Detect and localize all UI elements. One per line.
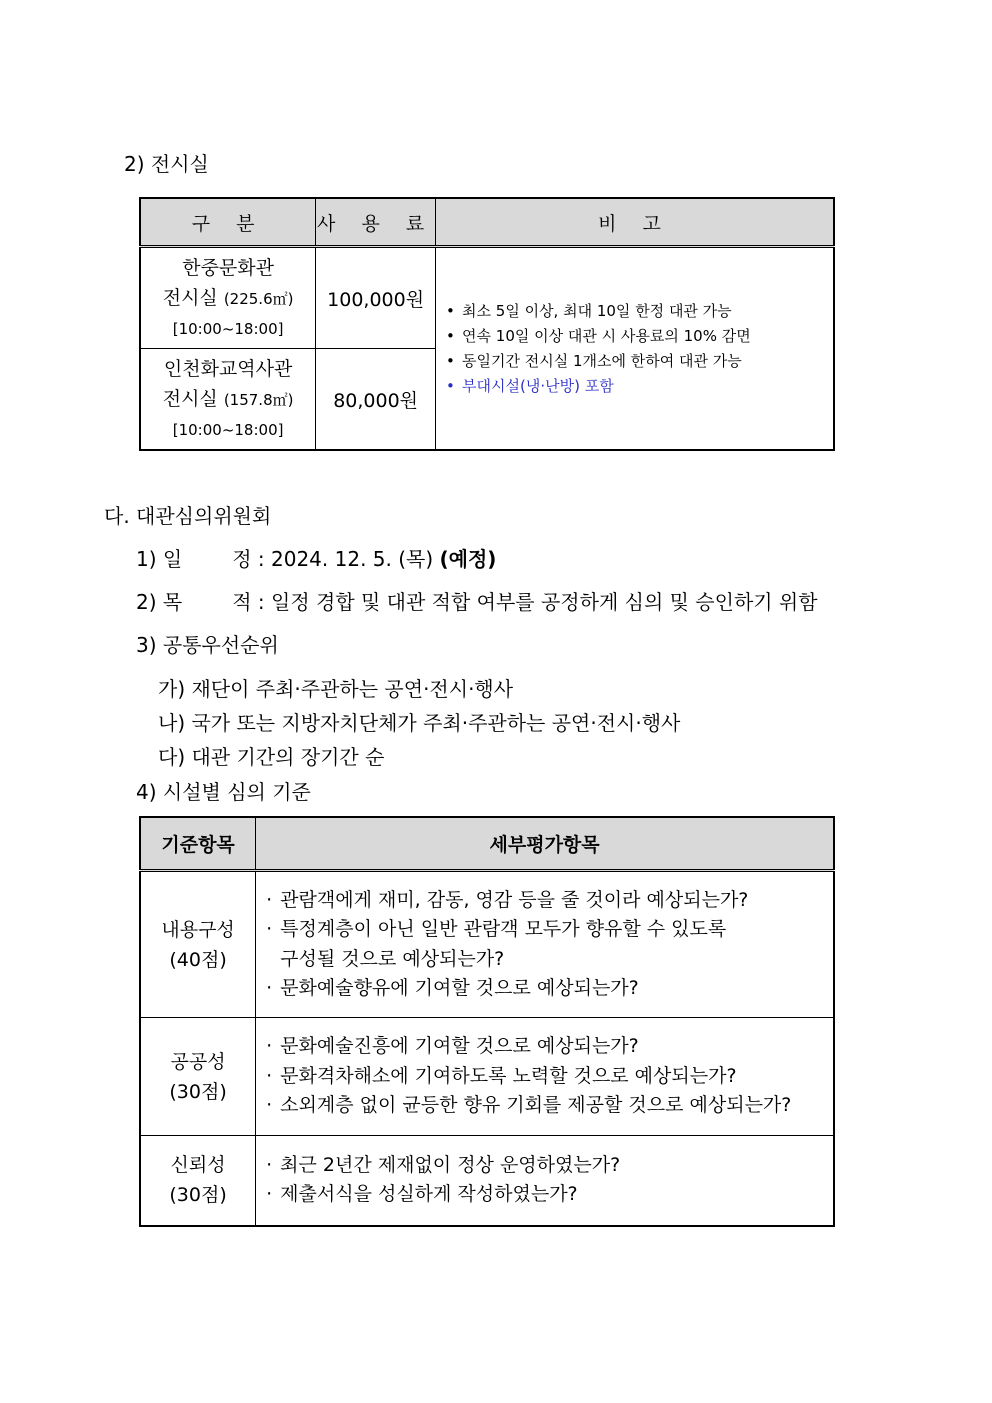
venue-cell [140,247,316,349]
category-points: (30점) [169,1184,227,1207]
table-row [140,871,834,1018]
venue-hours: [10:00~18:00] [172,319,284,338]
header-remarks: 비 고 [436,198,834,247]
category-points: (30점) [169,1080,227,1103]
table-row [140,247,834,349]
list-item: • 연속 10일 이상 대관 시 사용료의 10% 감면 [446,326,751,345]
fee-value: 100,000원 [316,247,436,349]
exhibit-fee-table [139,197,835,451]
purpose-label-2: 적 [232,590,252,614]
fee-table-header-row [140,198,834,247]
category-name: 공공성 [170,1050,226,1073]
list-item: · 소외계층 없이 균등한 향유 기회를 제공할 것으로 예상되는가? [266,1094,792,1117]
header-category: 구 분 [140,198,316,247]
schedule-label-2: 정 [232,547,252,571]
committee-heading: 다. 대관심의위원회 [104,504,272,528]
venue-name: 인천화교역사관 [163,357,293,380]
list-item: · 특정계층이 아닌 일반 관람객 모두가 향유할 수 있도록 [266,918,727,940]
criteria-items [256,1136,834,1226]
list-item: · 문화예술진흥에 기여할 것으로 예상되는가? [266,1035,639,1058]
criteria-category [140,1018,256,1136]
venue-cell [140,349,316,451]
criteria-header-row [140,817,834,871]
list-item: · 문화격차해소에 기여하도록 노력할 것으로 예상되는가? [266,1064,737,1087]
criteria-heading: 4) 시설별 심의 기준 [136,780,311,804]
remarks-cell [436,247,834,451]
criteria-table [139,816,835,1227]
section-heading-exhibit: 2) 전시실 [124,152,209,176]
category-name: 내용구성 [161,918,235,941]
remarks-list [446,299,833,399]
schedule-line [136,543,496,572]
criteria-items [256,871,834,1018]
schedule-label: 1) 일 [136,547,183,571]
criteria-category [140,1136,256,1226]
header-details: 세부평가항목 [256,817,834,871]
venue-hours: [10:00~18:00] [172,420,284,439]
list-item: · 문화예술향유에 기여할 것으로 예상되는가? [266,977,639,999]
list-item: · 제출서식을 성실하게 작성하였는가? [266,1183,578,1206]
purpose-label: 2) 목 [136,590,183,614]
priority-heading: 3) 공통우선순위 [136,633,279,657]
fee-value: 80,000원 [316,349,436,451]
list-item: • 동일기간 전시실 1개소에 한하여 대관 가능 [446,351,742,370]
list-item: • 최소 5일 이상, 최대 10일 한정 대관 가능 [446,301,732,320]
priority-item: 다) 대관 기간의 장기간 순 [158,745,385,769]
category-points: (40점) [169,948,227,971]
venue-room: 전시실 [162,387,218,410]
table-row [140,1018,834,1136]
schedule-value: : 2024. 12. 5. (목) [257,547,434,571]
list-item-continued: 구성될 것으로 예상되는가? [280,947,505,970]
criteria-category [140,871,256,1018]
table-row [140,1136,834,1226]
venue-area: (157.8㎡) [223,390,294,409]
purpose-line [136,586,818,615]
list-item: · 최근 2년간 제재없이 정상 운영하였는가? [266,1153,621,1176]
header-criteria: 기준항목 [140,817,256,871]
priority-item: 가) 재단이 주최·주관하는 공연·전시·행사 [158,677,514,701]
list-item-highlight: • 부대시설(냉·난방) 포함 [446,376,614,395]
venue-area: (225.6㎡) [223,289,294,308]
schedule-tag: (예정) [439,547,497,571]
purpose-value: : 일정 경합 및 대관 적합 여부를 공정하게 심의 및 승인하기 위함 [257,590,818,614]
venue-room: 전시실 [162,286,218,309]
list-item: · 관람객에게 재미, 감동, 영감 등을 줄 것이라 예상되는가? [266,888,749,911]
priority-item: 나) 국가 또는 지방자치단체가 주최·주관하는 공연·전시·행사 [158,711,681,735]
criteria-items [256,1018,834,1136]
header-fee: 사 용 료 [316,198,436,247]
venue-name: 한중문화관 [182,256,274,279]
category-name: 신뢰성 [170,1154,226,1177]
